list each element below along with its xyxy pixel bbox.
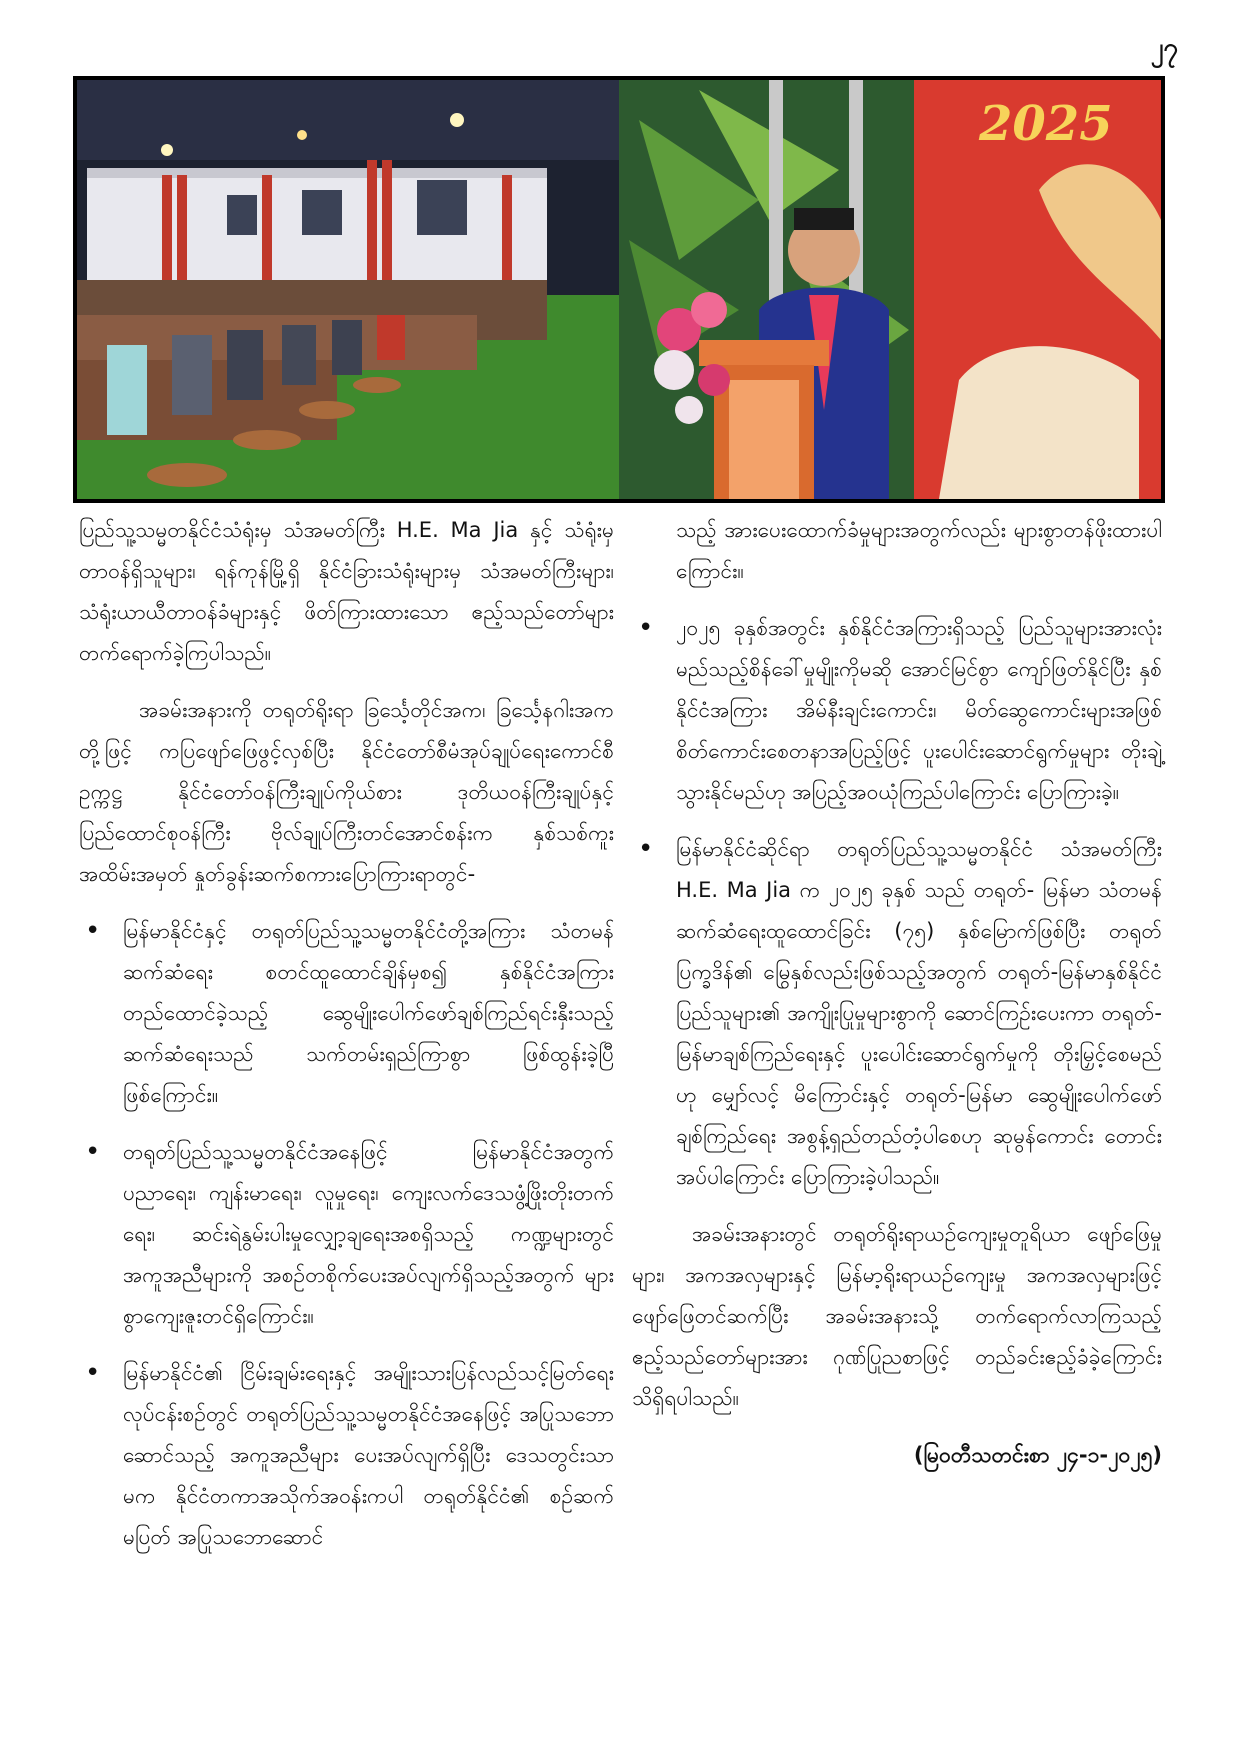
speech-points-list <box>79 911 614 1558</box>
left-column <box>79 510 614 1574</box>
speaker-podium-photo <box>619 80 1161 499</box>
photo-strip <box>73 76 1165 503</box>
speech-point-peace: • မြန်မာနိုင်ငံ၏ ငြိမ်းချမ်းရေးနှင့် အမျိုးသားပြန်လည်သင့်မြတ်ရေးလုပ်ငန်းစဉ်တွင် တရုတ်ပြည်သူ့သမ္မတနိုင်ငံအနေဖြင့် အပြုသဘောဆောင်သည့် အကူအညီများ ပေးအပ်လျက်ရှိပြီး ဒေသတွင်းသာမက နိုင်ငံတကာအသိုက်အဝန်းကပါ တရုတ်နိုင်ငံ၏ စဉ်ဆက်မပြတ် အပြုသဘောဆောင် <box>79 1353 614 1558</box>
page-number: ၂၇ <box>1150 33 1178 63</box>
source-credit: (မြဝတီသတင်းစာ ၂၄-၁-၂၀၂၅) <box>913 1443 1162 1467</box>
ambassador-remarks: • မြန်မာနိုင်ငံဆိုင်ရာ တရုတ်ပြည်သူ့သမ္မတနိုင်ငံ သံအမတ်ကြီး H.E. Ma Jia က ၂၀၂၅ ခုနှစ် သည် တရုတ်- မြန်မာ သံတမန်ဆက်ဆံရေးထူထောင်ခြင်း (၇၅) နှစ်မြောက်ဖြစ်ပြီး တရုတ်ပြက္ခဒိန်၏ မြွေနှစ်လည်းဖြစ်သည့်အတွက် တရုတ်-မြန်မာနှစ်နိုင်ငံပြည်သူများ၏ အကျိုးပြုမှုများစွာကို ဆောင်ကြဉ်းပေးကာ တရုတ်-မြန်မာချစ်ကြည်ရေးနှင့် ပူးပေါင်းဆောင်ရွက်မှုကို တိုးမြှင့်စေမည်ဟု မျှော်လင့် မိကြောင်းနှင့် တရုတ်-မြန်မာ ဆွေမျိုးပေါက်ဖော်ချစ်ကြည်ရေး အစွန့်ရှည်တည်တံ့ပါစေဟု ဆုမွန်ကောင်း တောင်းအပ်ပါကြောင်း ပြောကြားခဲ့ပါသည်။ <box>632 829 1162 1198</box>
right-column <box>632 510 1162 1492</box>
reception-photo-icon <box>77 80 619 499</box>
speech-points-list-continued <box>632 608 1162 1198</box>
speech-point-assistance: • တရုတ်ပြည်သူ့သမ္မတနိုင်ငံအနေဖြင့် မြန်မာနိုင်ငံအတွက် ပညာရေး၊ ကျန်းမာရေး၊ လူမှုရေး၊ ကျေးလက်ဒေသဖွံ့ဖြိုးတိုးတက်ရေး၊ ဆင်းရဲနွမ်းပါးမှုလျှော့ချရေးအစရှိသည့် ကဏ္ဍများတွင် အကူအညီများကို အစဉ်တစိုက်ပေးအပ်လျက်ရှိသည့်အတွက် များစွာကျေးဇူးတင်ရှိကြောင်း။ <box>79 1132 614 1337</box>
closing-paragraph: အခမ်းအနားတွင် တရုတ်ရိုးရာယဉ်ကျေးမှုတူရိယာ ဖျော်ဖြေမှုများ၊ အကအလှများနှင့် မြန်မာ့ရိုးရာယဉ်ကျေးမှု အကအလှများဖြင့် ဖျော်ဖြေတင်ဆက်ပြီး အခမ်းအနားသို့ တက်ရောက်လာကြသည့် ဧည့်သည်တော်များအား ဂုဏ်ပြုညစာဖြင့် တည်ခင်းဧည့်ခံခဲ့ကြောင်း သိရှိရပါသည်။ <box>632 1222 1162 1410</box>
speech-point-cooperation: • ၂၀၂၅ ခုနှစ်အတွင်း နှစ်နိုင်ငံအကြားရှိသည့် ပြည်သူများအားလုံး မည်သည့်စိန်ခေါ်မှုမျိုးကိုမဆို အောင်မြင်စွာ ကျော်ဖြတ်နိုင်ပြီး နှစ်နိုင်ငံအကြား အိမ်နီးချင်းကောင်း၊ မိတ်ဆွေကောင်းများအဖြစ် စိတ်ကောင်းစေတနာအပြည့်ဖြင့် ပူးပေါင်းဆောင်ရွက်မှုများ တိုးချဲ့သွားနိုင်မည်ဟု အပြည့်အဝယုံကြည်ပါကြောင်း ပြောကြားခဲ့။ <box>632 608 1162 813</box>
speech-point-peace-continued: သည့် အားပေးထောက်ခံမှုများအတွက်လည်း များစွာတန်ဖိုးထားပါကြောင်း။ <box>676 518 1162 583</box>
speech-point-relations: • မြန်မာနိုင်ငံနှင့် တရုတ်ပြည်သူ့သမ္မတနိုင်ငံတို့အကြား သံတမန်ဆက်ဆံရေး စတင်ထူထောင်ချိန်မှစ၍ နှစ်နိုင်ငံအကြား တည်ထောင်ခဲ့သည့် ဆွေမျိုးပေါက်ဖော်ချစ်ကြည်ရင်းနှီးသည့် ဆက်ဆံရေးသည် သက်တမ်းရှည်ကြာစွာ ဖြစ်ထွန်းခဲ့ပြီဖြစ်ကြောင်း။ <box>79 911 614 1116</box>
banner-year-label: 2025 <box>979 96 1113 152</box>
speaker-podium-photo-icon <box>619 80 1161 499</box>
ceremony-paragraph: အခမ်းအနားကို တရုတ်ရိုးရာ ခြင်္သေ့တိုင်အက၊ ခြင်္သေ့နဂါးအကတို့ဖြင့် ကပြဖျော်ဖြေဖွင့်လှစ်ပြီး နိုင်ငံတော်စီမံအုပ်ချုပ်ရေးကောင်စီဥက္ကဋ္ဌ နိုင်ငံတော်ဝန်ကြီးချုပ်ကိုယ်စား ဒုတိယဝန်ကြီးချုပ်နှင့် ပြည်ထောင်စုဝန်ကြီး ဗိုလ်ချုပ်ကြီးတင်အောင်စန်းက နှစ်သစ်ကူးအထိမ်းအမှတ် နှုတ်ခွန်းဆက်စကားပြောကြားရာတွင်- <box>79 698 614 886</box>
intro-paragraph: ပြည်သူ့သမ္မတနိုင်ငံသံရုံးမှ သံအမတ်ကြီး H.E. Ma Jia နှင့် သံရုံးမှ တာဝန်ရှိသူများ၊ ရန်ကုန်မြို့ရှိ နိုင်ငံခြားသံရုံးများမှ သံအမတ်ကြီးများ၊ သံရုံးယာယီတာဝန်ခံများနှင့် ဖိတ်ကြားထားသော ဧည့်သည်တော်များ တက်ရောက်ခဲ့ကြပါသည်။ <box>79 518 614 665</box>
reception-photo <box>77 80 619 499</box>
